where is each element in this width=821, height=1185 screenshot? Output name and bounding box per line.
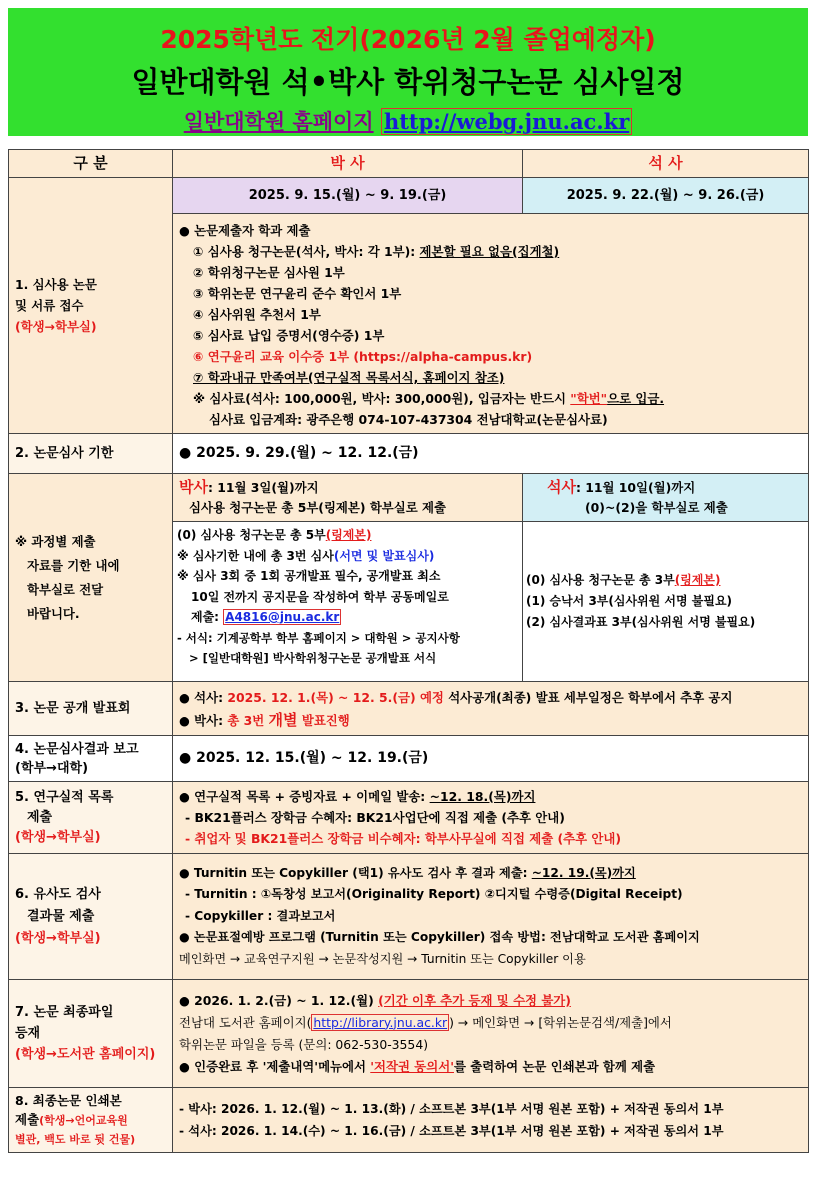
cat-final-file: 7. 논문 최종파일 등재 (학생→도서관 홈페이지) [9,980,173,1088]
phd-materials: (0) 심사용 청구논문 총 5부(링제본) ※ 심사기한 내에 총 3번 심사(서면 및 발표심사) ※ 심사 3회 중 1회 공개발표 필수, 공개발표 최소 10일 전까지 공지문을 작성하여 학부 공동메일로 제출: A4816@jnu.ac.kr - 서식: 기계공학부 학부 홈페이지 > 대학원 > 공지사항 > [일반대학원] 박사학위청구논문 공개발표 서식 [173,522,523,682]
library-link[interactable]: http://library.jnu.ac.kr [313,1014,448,1030]
print-submission: - 박사: 2026. 1. 12.(월) ~ 1. 13.(화) / 소프트본 3부(1부 서명 원본 포함) + 저작권 동의서 1부 - 석사: 2026. 1. 14.(수) ~ 1. 16.(금) / 소프트본 3부(1부 서명 원본 포함) + 저작권 동의서 1부 [173,1088,809,1153]
final-file: ● 2026. 1. 2.(금) ~ 1. 12.(월) (기간 이후 추가 등재 및 수정 불가) 전남대 도서관 홈페이지( http://library.jnu.ac.kr ) → 메인화면 → [학위논문검색/제출]에서 학위논문 파일을 등록 (문의: 062-530-3554) ● 인증완료 후 '제출내역'메뉴에서 '저작권 동의서'를 출력하여 논문 인쇄본과 함께 제출 [173,980,809,1088]
public-mail-link[interactable]: A4816@jnu.ac.kr [225,610,340,624]
submission-documents: ● 논문제출자 학과 제출 ① 심사용 청구논문(석사, 박사: 각 1부): 제본할 필요 없음(집게철) ② 학위청구논문 심사원 1부 ③ 학위논문 연구윤리 준수 확인서 1부 ④ 심사위원 추천서 1부 ⑤ 심사료 납입 증명서(영수증) 1부 ⑥ 연구윤리 교육 이수증 1부 (https://alpha-campus.kr) ⑦ 학과내규 만족여부(연구실적 목록서식, 홈페이지 참조) ※ 심사료(석사: 100,000원, 박사: 300,000원), 입금자는 반드시 "학번"으로 입금. 심사료 입금계좌: 광주은행 074-107-437304 전남대학교(논문심사료) [173,214,809,434]
result-report: ● 2025. 12. 15.(월) ~ 12. 19.(금) [173,736,809,782]
header-phd: 박 사 [173,150,523,178]
cat-per-course: ※ 과정별 제출 자료를 기한 내에 학부실로 전달 바랍니다. [9,474,173,682]
cat-similarity-check: 6. 유사도 검사 결과물 제출 (학생→학부실) [9,854,173,980]
research-list: ● 연구실적 목록 + 증빙자료 + 이메일 발송: ~12. 18.(목)까지 - BK21플러스 장학금 수혜자: BK21사업단에 직접 제출 (추후 안내) - 취업자 및 BK21플러스 장학금 비수혜자: 학부사무실에 직접 제출 (추후 안내) [173,782,809,854]
cat-research-list: 5. 연구실적 목록 제출 (학생→학부실) [9,782,173,854]
master-deadline: 석사: 11월 10일(월)까지 (0)~(2)을 학부실로 제출 [523,474,809,522]
master-submission-dates: 2025. 9. 22.(월) ~ 9. 26.(금) [523,178,809,214]
homepage-link[interactable]: http://webg.jnu.ac.kr [381,108,632,135]
header-category: 구 분 [9,150,173,178]
cat-public-presentation: 3. 논문 공개 발표회 [9,682,173,736]
cat-result-report: 4. 논문심사결과 보고 (학부→대학) [9,736,173,782]
phd-submission-dates: 2025. 9. 15.(월) ~ 9. 19.(금) [173,178,523,214]
review-deadline: ● 2025. 9. 29.(월) ~ 12. 12.(금) [173,434,809,474]
master-materials: (0) 심사용 청구논문 총 3부(링제본) (1) 승낙서 3부(심사위원 서명 불필요) (2) 심사결과표 3부(심사위원 서명 불필요) [523,522,809,682]
header-master: 석 사 [523,150,809,178]
banner-homepage [8,106,808,136]
cat-print-submission: 8. 최종논문 인쇄본 제출(학생→언어교육원 별관, 백도 바로 뒷 건물) [9,1088,173,1153]
similarity-check: ● Turnitin 또는 Copykiller (택1) 유사도 검사 후 결과 제출: ~12. 19.(목)까지 - Turnitin : ①독창성 보고서(Originality Report) ②디지털 수령증(Digital Receipt) - Copykiller : 결과보고서 ● 논문표절예방 프로그램 (Turnitin 또는 Copykiller) 접속 방법: 전남대학교 도서관 홈페이지 메인화면 → 교육연구지원 → 논문작성지원 → Turnitin 또는 Copykiller 이용 [173,854,809,980]
cat-review-deadline: 2. 논문심사 기한 [9,434,173,474]
title-banner [8,8,808,136]
banner-title: 일반대학원 석•박사 학위청구논문 심사일정 [131,65,685,99]
phd-deadline: 박사: 11월 3일(월)까지 심사용 청구논문 총 5부(링제본) 학부실로 제출 [173,474,523,522]
schedule-table [8,149,809,1153]
public-presentation: ● 석사: 2025. 12. 1.(목) ~ 12. 5.(금) 예정 석사공개(최종) 발표 세부일정은 학부에서 추후 공지 ● 박사: 총 3번 개별 발표진행 [173,682,809,736]
cat-submission: 1. 심사용 논문 및 서류 접수 (학생→학부실) [9,178,173,434]
homepage-label: 일반대학원 홈페이지 [183,110,374,134]
banner-term: 2025학년도 전기(2026년 2월 졸업예정자) [160,25,656,54]
